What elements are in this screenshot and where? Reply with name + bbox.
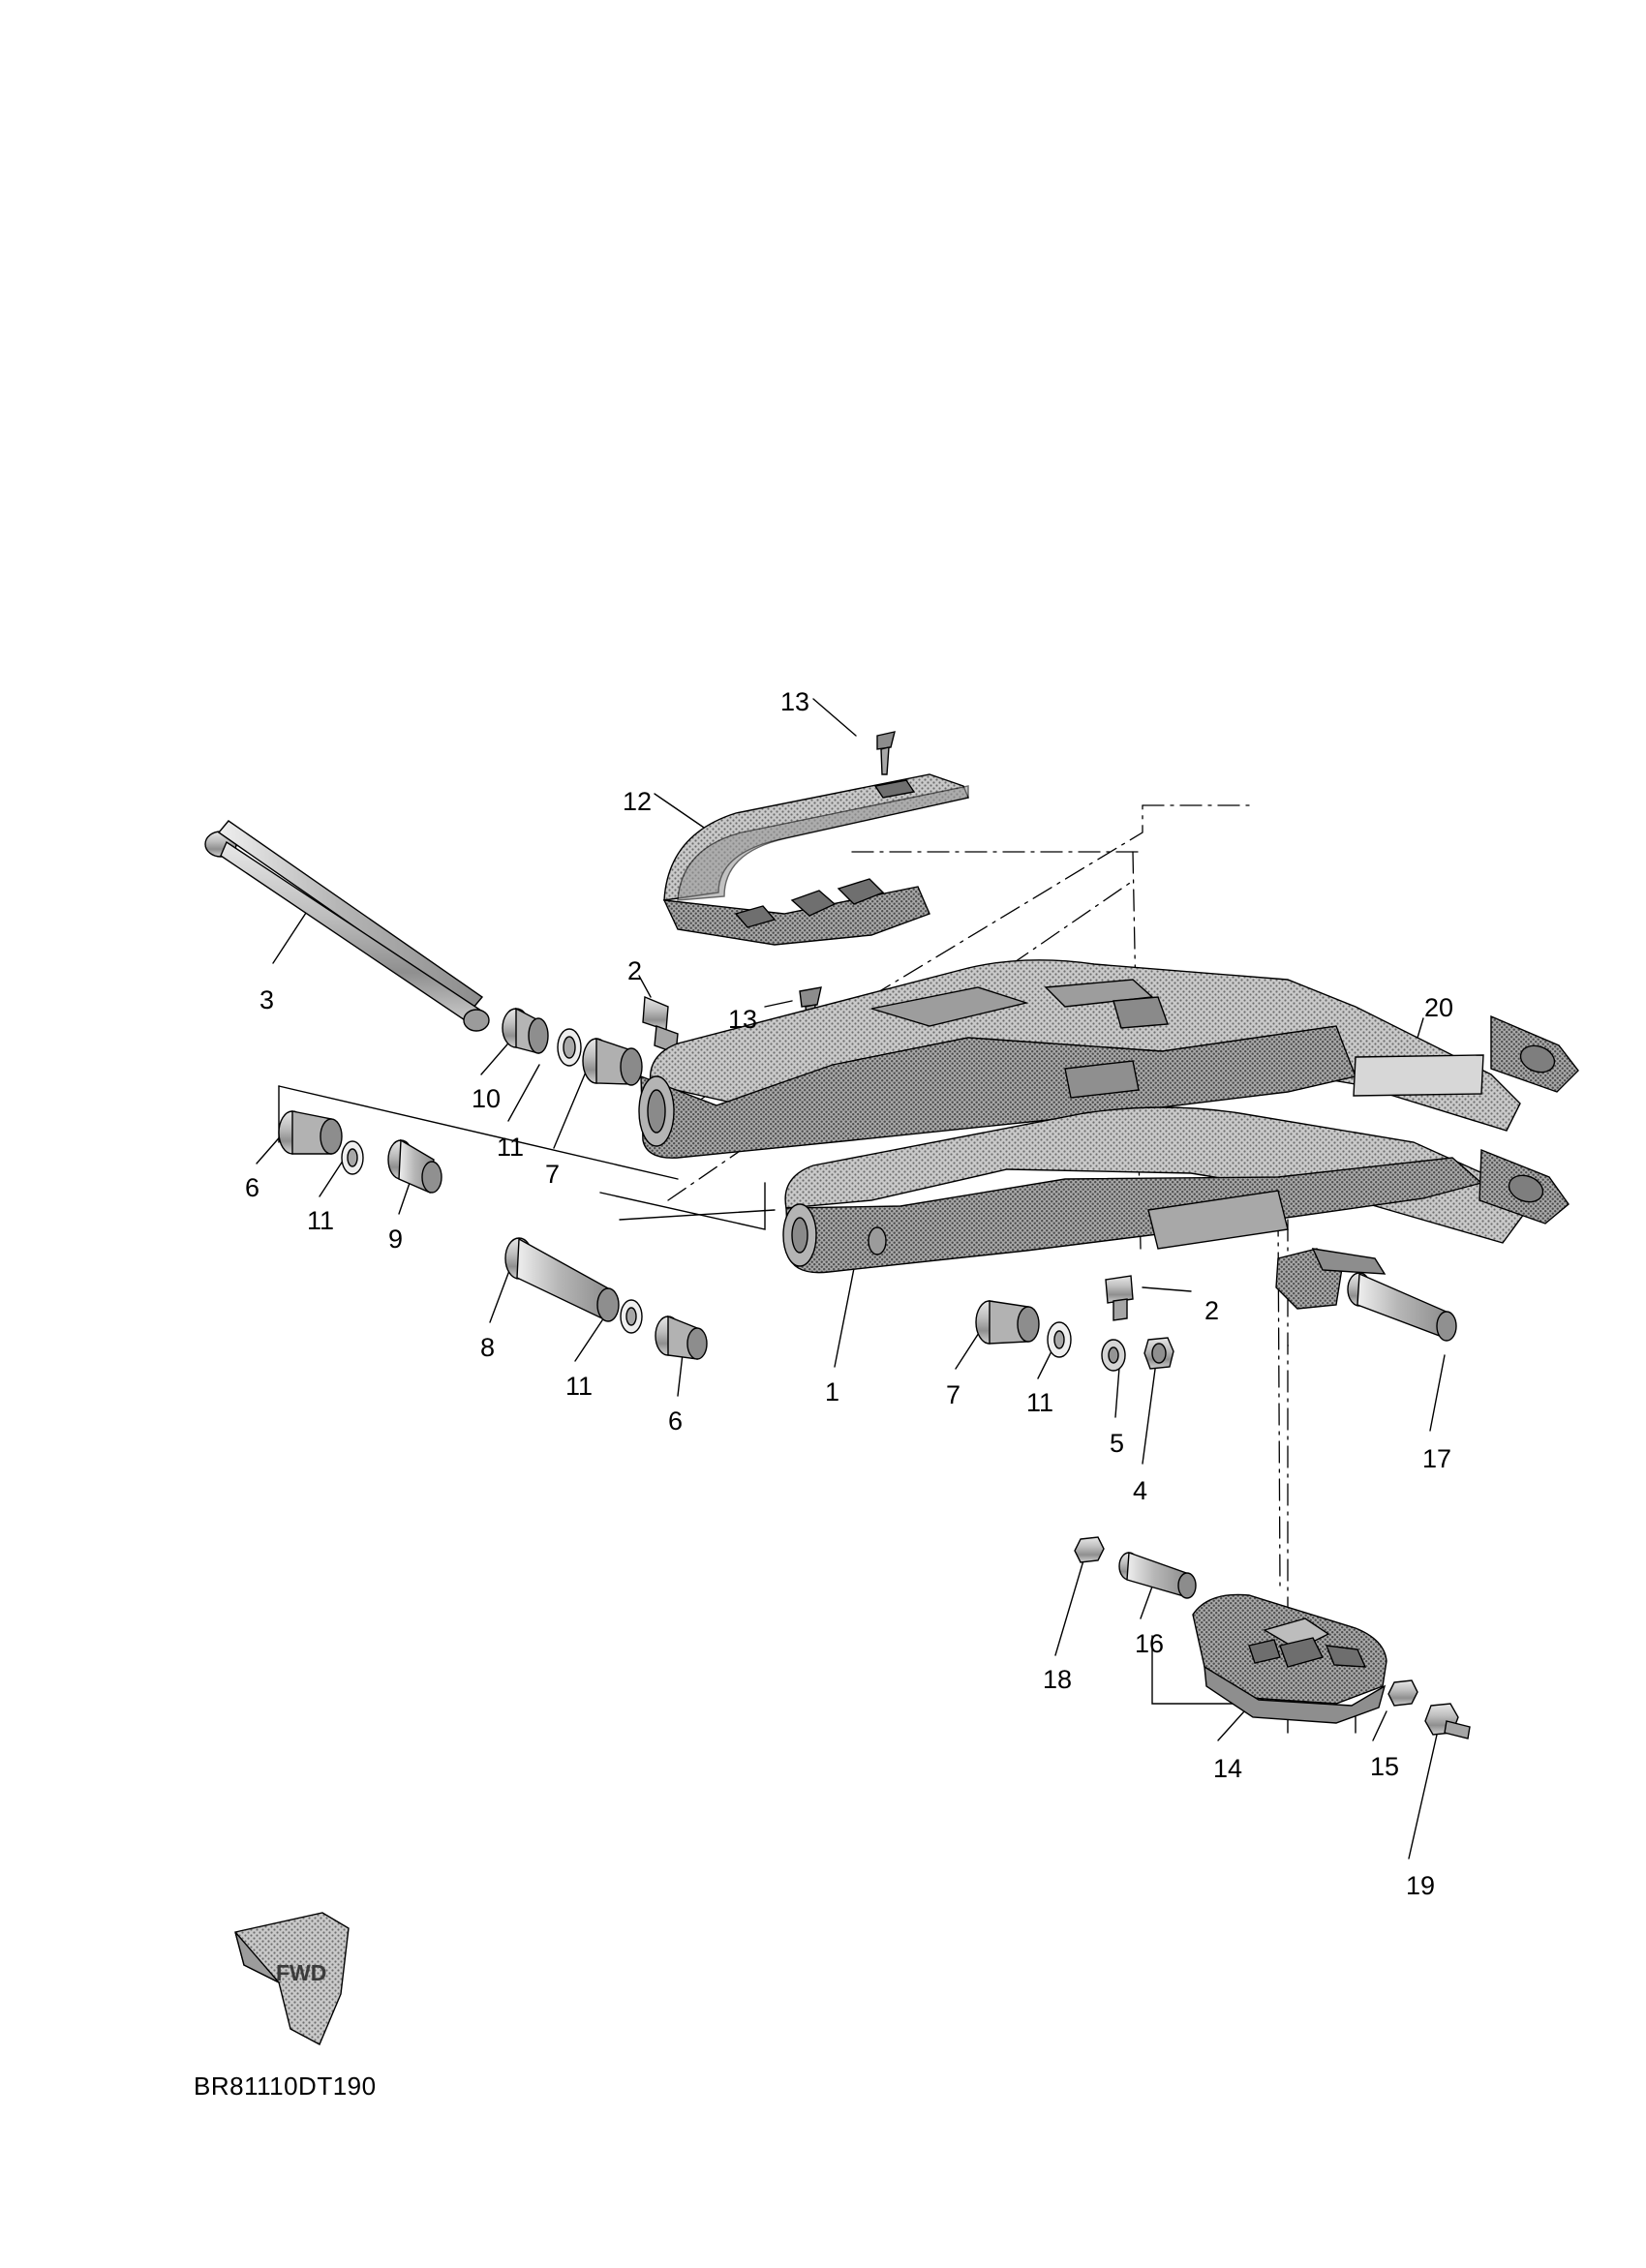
callout-16: 16 — [1135, 1629, 1165, 1658]
callout-20: 20 — [1424, 993, 1454, 1022]
callout-11-a: 11 — [497, 1133, 525, 1162]
callout-8: 8 — [480, 1333, 496, 1362]
callout-4: 4 — [1133, 1476, 1148, 1505]
callout-15: 15 — [1370, 1752, 1400, 1781]
callout-7-b: 7 — [946, 1380, 961, 1409]
diagram-code: BR81110DT190 — [194, 2071, 377, 2101]
callout-7-a: 7 — [545, 1160, 561, 1189]
callout-2-upper: 2 — [627, 956, 643, 985]
callout-5: 5 — [1110, 1429, 1125, 1458]
callout-9: 9 — [388, 1225, 404, 1254]
callout-11-b: 11 — [307, 1206, 335, 1235]
callout-11-c: 11 — [565, 1372, 594, 1401]
fwd-arrow-label: FWD — [276, 1960, 327, 1985]
callout-2-lower: 2 — [1204, 1296, 1220, 1325]
callout-13-top: 13 — [780, 687, 810, 716]
callout-11-d: 11 — [1026, 1388, 1054, 1417]
callout-6-b: 6 — [668, 1406, 684, 1436]
callout-6-a: 6 — [245, 1173, 260, 1202]
callout-3: 3 — [259, 985, 275, 1014]
callout-19: 19 — [1406, 1871, 1436, 1900]
callout-17: 17 — [1422, 1444, 1452, 1473]
callout-10: 10 — [472, 1084, 502, 1113]
callout-1: 1 — [825, 1377, 840, 1406]
callout-12: 12 — [623, 787, 653, 816]
callout-13-lower: 13 — [728, 1005, 758, 1034]
callout-14: 14 — [1213, 1754, 1243, 1783]
callout-18: 18 — [1043, 1665, 1073, 1694]
